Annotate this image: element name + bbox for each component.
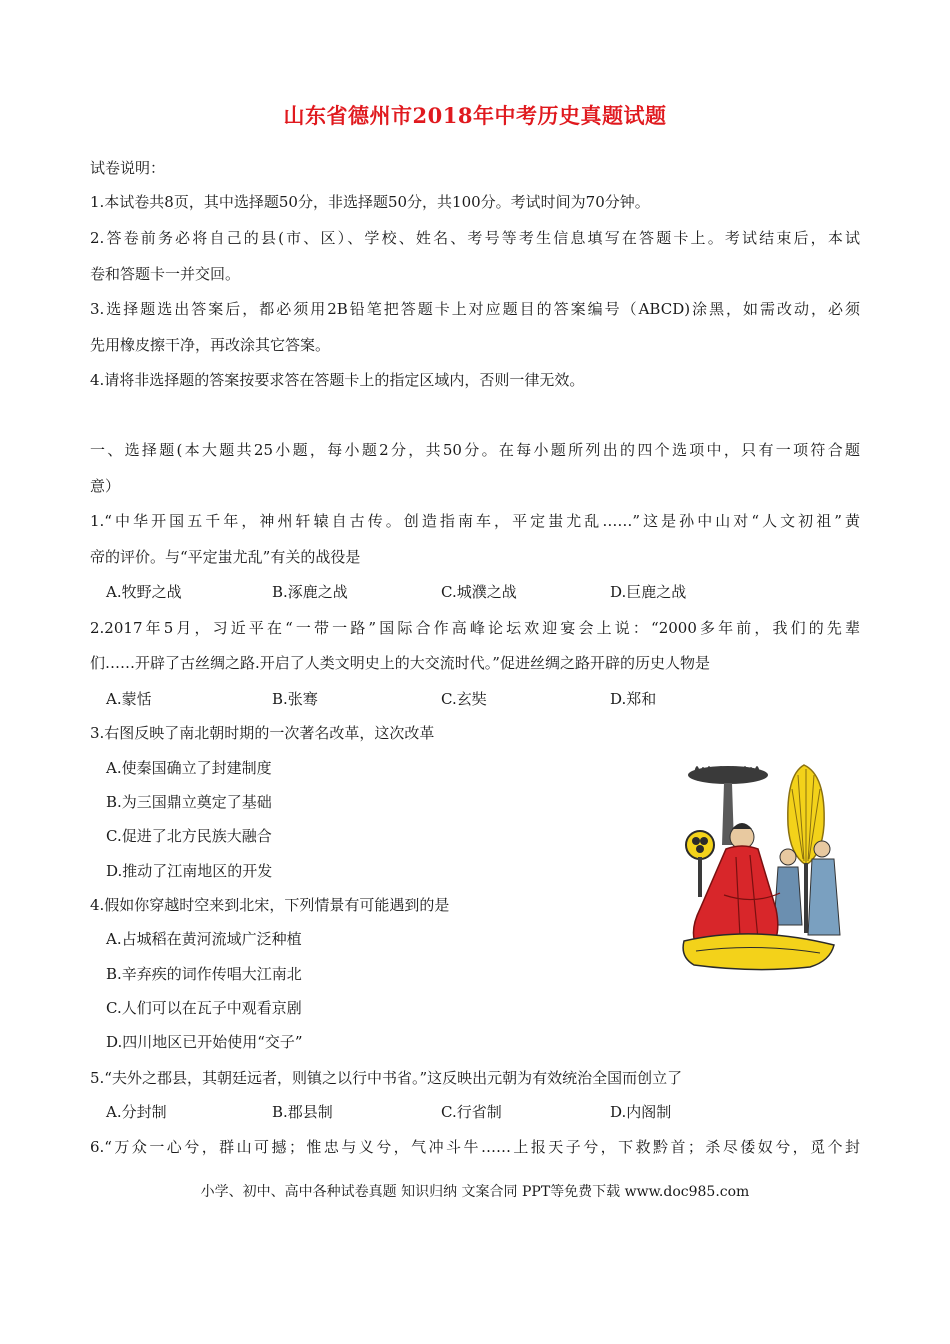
q5-option-c: C.行省制 bbox=[441, 1103, 502, 1121]
q2-option-b: B.张骞 bbox=[272, 690, 318, 708]
q1-option-c: C.城濮之战 bbox=[441, 583, 517, 601]
instruction-2-line1: 2.答卷前务必将自己的县(市、区）、学校、姓名、考号等考生信息填写在答题卡上。考试结束后，本试 bbox=[90, 229, 860, 247]
q4-stem: 4.假如你穿越时空来到北宋，下列情景有可能遇到的是 bbox=[90, 896, 450, 914]
section1-heading-line2: 意） bbox=[90, 477, 121, 495]
q1-stem-line2: 帝的评价。与“平定蚩尤乱”有关的战役是 bbox=[90, 548, 361, 566]
page-title: 山东省德州市2018年中考历史真题试题 bbox=[283, 103, 667, 128]
q4-option-a: A.占城稻在黄河流域广泛种植 bbox=[106, 930, 302, 948]
instruction-3-line1: 3.选择题选出答案后，都必须用2B铅笔把答题卡上对应题目的答案编号（ABCD)涂黑，如需改动，必须 bbox=[90, 300, 860, 318]
section1-heading-line1: 一、选择题(本大题共25小题，每小题2分，共50分。在每小题所列出的四个选项中，只有一项符合题 bbox=[90, 441, 860, 459]
q2-option-a: A.蒙恬 bbox=[106, 690, 152, 708]
instruction-4: 4.请将非选择题的答案按要求答在答题卡上的指定区域内，否则一律无效。 bbox=[90, 371, 585, 389]
attendant-2 bbox=[808, 859, 840, 935]
q4-option-b: B.辛弃疾的词作传唱大江南北 bbox=[106, 965, 302, 983]
q3-option-a: A.使秦国确立了封建制度 bbox=[106, 759, 272, 777]
instruction-3-line2: 先用橡皮擦干净，再改涂其它答案。 bbox=[90, 336, 331, 354]
q1-option-d: D.巨鹿之战 bbox=[610, 583, 687, 601]
q3-illustration bbox=[676, 745, 852, 977]
q6-stem-line1: 6.“万众一心兮，群山可撼；惟忠与义兮，气冲斗牛……上报天子兮，下救黔首；杀尽倭奴兮，觅个封 bbox=[90, 1138, 860, 1156]
q5-option-a: A.分封制 bbox=[106, 1103, 167, 1121]
q4-option-c: C.人们可以在瓦子中观看京剧 bbox=[106, 999, 302, 1017]
q1-stem-line1: 1.“中华开国五千年，神州轩辕自古传。创造指南车，平定蚩尤乱……”这是孙中山对“人文初祖”黄 bbox=[90, 512, 860, 530]
q3-stem: 3.右图反映了南北朝时期的一次著名改革，这次改革 bbox=[90, 724, 435, 742]
fan-pole bbox=[804, 863, 808, 933]
attendant-1 bbox=[774, 867, 802, 925]
q4-option-d: D.四川地区已开始使用“交子” bbox=[106, 1033, 303, 1051]
q1-option-b: B.涿鹿之战 bbox=[272, 583, 348, 601]
q5-option-b: B.郡县制 bbox=[272, 1103, 333, 1121]
q2-stem-line1: 2.2017年5月，习近平在“一带一路”国际合作高峰论坛欢迎宴会上说：“2000多年前，我们的先辈 bbox=[90, 619, 860, 637]
q3-option-b: B.为三国鼎立奠定了基础 bbox=[106, 793, 272, 811]
q5-option-d: D.内阁制 bbox=[610, 1103, 672, 1121]
instruction-1: 1.本试卷共8页，其中选择题50分，非选择题50分，共100分。考试时间为70分钟。 bbox=[90, 193, 650, 211]
canopy-flames bbox=[694, 766, 760, 773]
q1-option-a: A.牧野之战 bbox=[106, 583, 182, 601]
q2-stem-line2: 们……开辟了古丝绸之路.开启了人类文明史上的大交流时代。”促进丝绸之路开辟的历史人物是 bbox=[90, 654, 710, 672]
q2-option-d: D.郑和 bbox=[610, 690, 657, 708]
page-footer: 小学、初中、高中各种试卷真题 知识归纳 文案合同 PPT等免费下载 www.doc985.com bbox=[200, 1184, 750, 1200]
q3-option-c: C.促进了北方民族大融合 bbox=[106, 827, 272, 845]
q3-option-d: D.推动了江南地区的开发 bbox=[106, 862, 273, 880]
instruction-2-line2: 卷和答题卡一并交回。 bbox=[90, 265, 241, 283]
q2-option-c: C.玄奘 bbox=[441, 690, 487, 708]
q5-stem: 5.“夫外之郡县，其朝廷远者，则镇之以行中书省。”这反映出元朝为有效统治全国而创立了 bbox=[90, 1069, 683, 1087]
instructions-heading: 试卷说明： bbox=[90, 159, 166, 177]
